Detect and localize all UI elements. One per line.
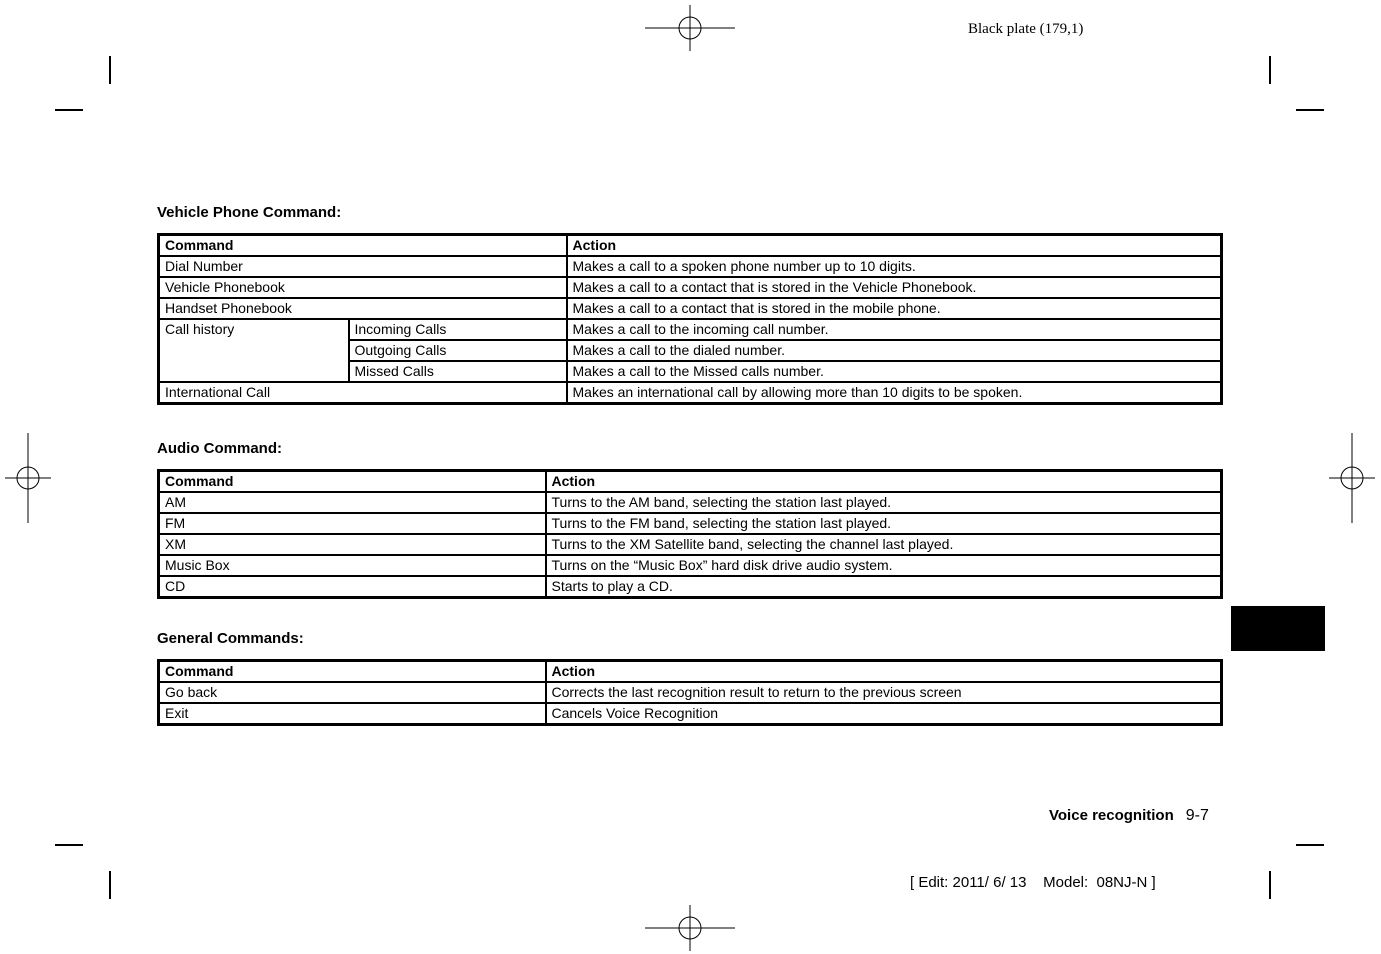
crop-mark [1296, 844, 1324, 846]
table-header-row [159, 661, 1222, 683]
chapter-tab-marker [1231, 606, 1325, 651]
command-cell: AM [159, 492, 546, 513]
crop-mark [109, 56, 111, 84]
column-header-command: Command [159, 661, 546, 683]
subcommand-cell: Incoming Calls [349, 319, 567, 340]
audio-section-title: Audio Command: [157, 440, 282, 457]
plate-label: Black plate (179,1) [968, 21, 1084, 37]
edit-info: [ Edit: 2011/ 6/ 13 Model: 08NJ-N ] [910, 874, 1156, 891]
general-section-title: General Commands: [157, 630, 304, 647]
registration-mark-icon [1329, 433, 1375, 523]
subcommand-cell: Outgoing Calls [349, 340, 567, 361]
footer-section-title: Voice recognition [1049, 807, 1174, 824]
action-cell: Turns on the “Music Box” hard disk drive audio system. [546, 555, 1222, 576]
action-cell: Makes a call to the Missed calls number. [567, 361, 1222, 382]
column-header-action: Action [567, 235, 1222, 257]
table-row [159, 256, 1222, 277]
crop-mark [1269, 56, 1271, 84]
action-cell: Turns to the AM band, selecting the station last played. [546, 492, 1222, 513]
table-row [159, 682, 1222, 703]
column-header-action: Action [546, 471, 1222, 493]
action-cell: Corrects the last recognition result to return to the previous screen [546, 682, 1222, 703]
crop-mark [1269, 871, 1271, 899]
registration-mark-icon [645, 905, 735, 951]
column-header-command: Command [159, 235, 567, 257]
action-cell: Makes a call to the incoming call number. [567, 319, 1222, 340]
phone-section-title: Vehicle Phone Command: [157, 204, 342, 221]
table-row [159, 319, 1222, 340]
phone-command-table [157, 233, 1223, 405]
table-row [159, 298, 1222, 319]
table-row [159, 703, 1222, 725]
table-row [159, 534, 1222, 555]
command-cell: Go back [159, 682, 546, 703]
command-cell: Vehicle Phonebook [159, 277, 567, 298]
action-cell: Cancels Voice Recognition [546, 703, 1222, 725]
page-footer [1049, 807, 1209, 825]
table-header-row [159, 471, 1222, 493]
registration-mark-icon [5, 433, 51, 523]
table-row [159, 492, 1222, 513]
table-row [159, 277, 1222, 298]
crop-mark [55, 109, 83, 111]
command-cell: FM [159, 513, 546, 534]
action-cell: Starts to play a CD. [546, 576, 1222, 598]
crop-mark [1296, 109, 1324, 111]
command-cell: Exit [159, 703, 546, 725]
table-header-row [159, 235, 1222, 257]
table-row [159, 513, 1222, 534]
column-header-action: Action [546, 661, 1222, 683]
table-row [159, 555, 1222, 576]
action-cell: Makes an international call by allowing more than 10 digits to be spoken. [567, 382, 1222, 404]
action-cell: Makes a call to the dialed number. [567, 340, 1222, 361]
action-cell: Makes a call to a contact that is stored in the mobile phone. [567, 298, 1222, 319]
audio-command-table [157, 469, 1223, 599]
table-row [159, 576, 1222, 598]
action-cell: Turns to the XM Satellite band, selecting the channel last played. [546, 534, 1222, 555]
command-cell: International Call [159, 382, 567, 404]
command-cell: Handset Phonebook [159, 298, 567, 319]
action-cell: Makes a call to a contact that is stored in the Vehicle Phonebook. [567, 277, 1222, 298]
action-cell: Turns to the FM band, selecting the station last played. [546, 513, 1222, 534]
command-cell: XM [159, 534, 546, 555]
table-row [159, 382, 1222, 404]
column-header-command: Command [159, 471, 546, 493]
command-cell: Call history [159, 319, 349, 382]
crop-mark [109, 871, 111, 899]
action-cell: Makes a call to a spoken phone number up to 10 digits. [567, 256, 1222, 277]
registration-mark-icon [645, 5, 735, 51]
page-number: 9-7 [1185, 807, 1209, 824]
command-cell: Music Box [159, 555, 546, 576]
crop-mark [55, 844, 83, 846]
command-cell: CD [159, 576, 546, 598]
subcommand-cell: Missed Calls [349, 361, 567, 382]
command-cell: Dial Number [159, 256, 567, 277]
general-command-table [157, 659, 1223, 726]
